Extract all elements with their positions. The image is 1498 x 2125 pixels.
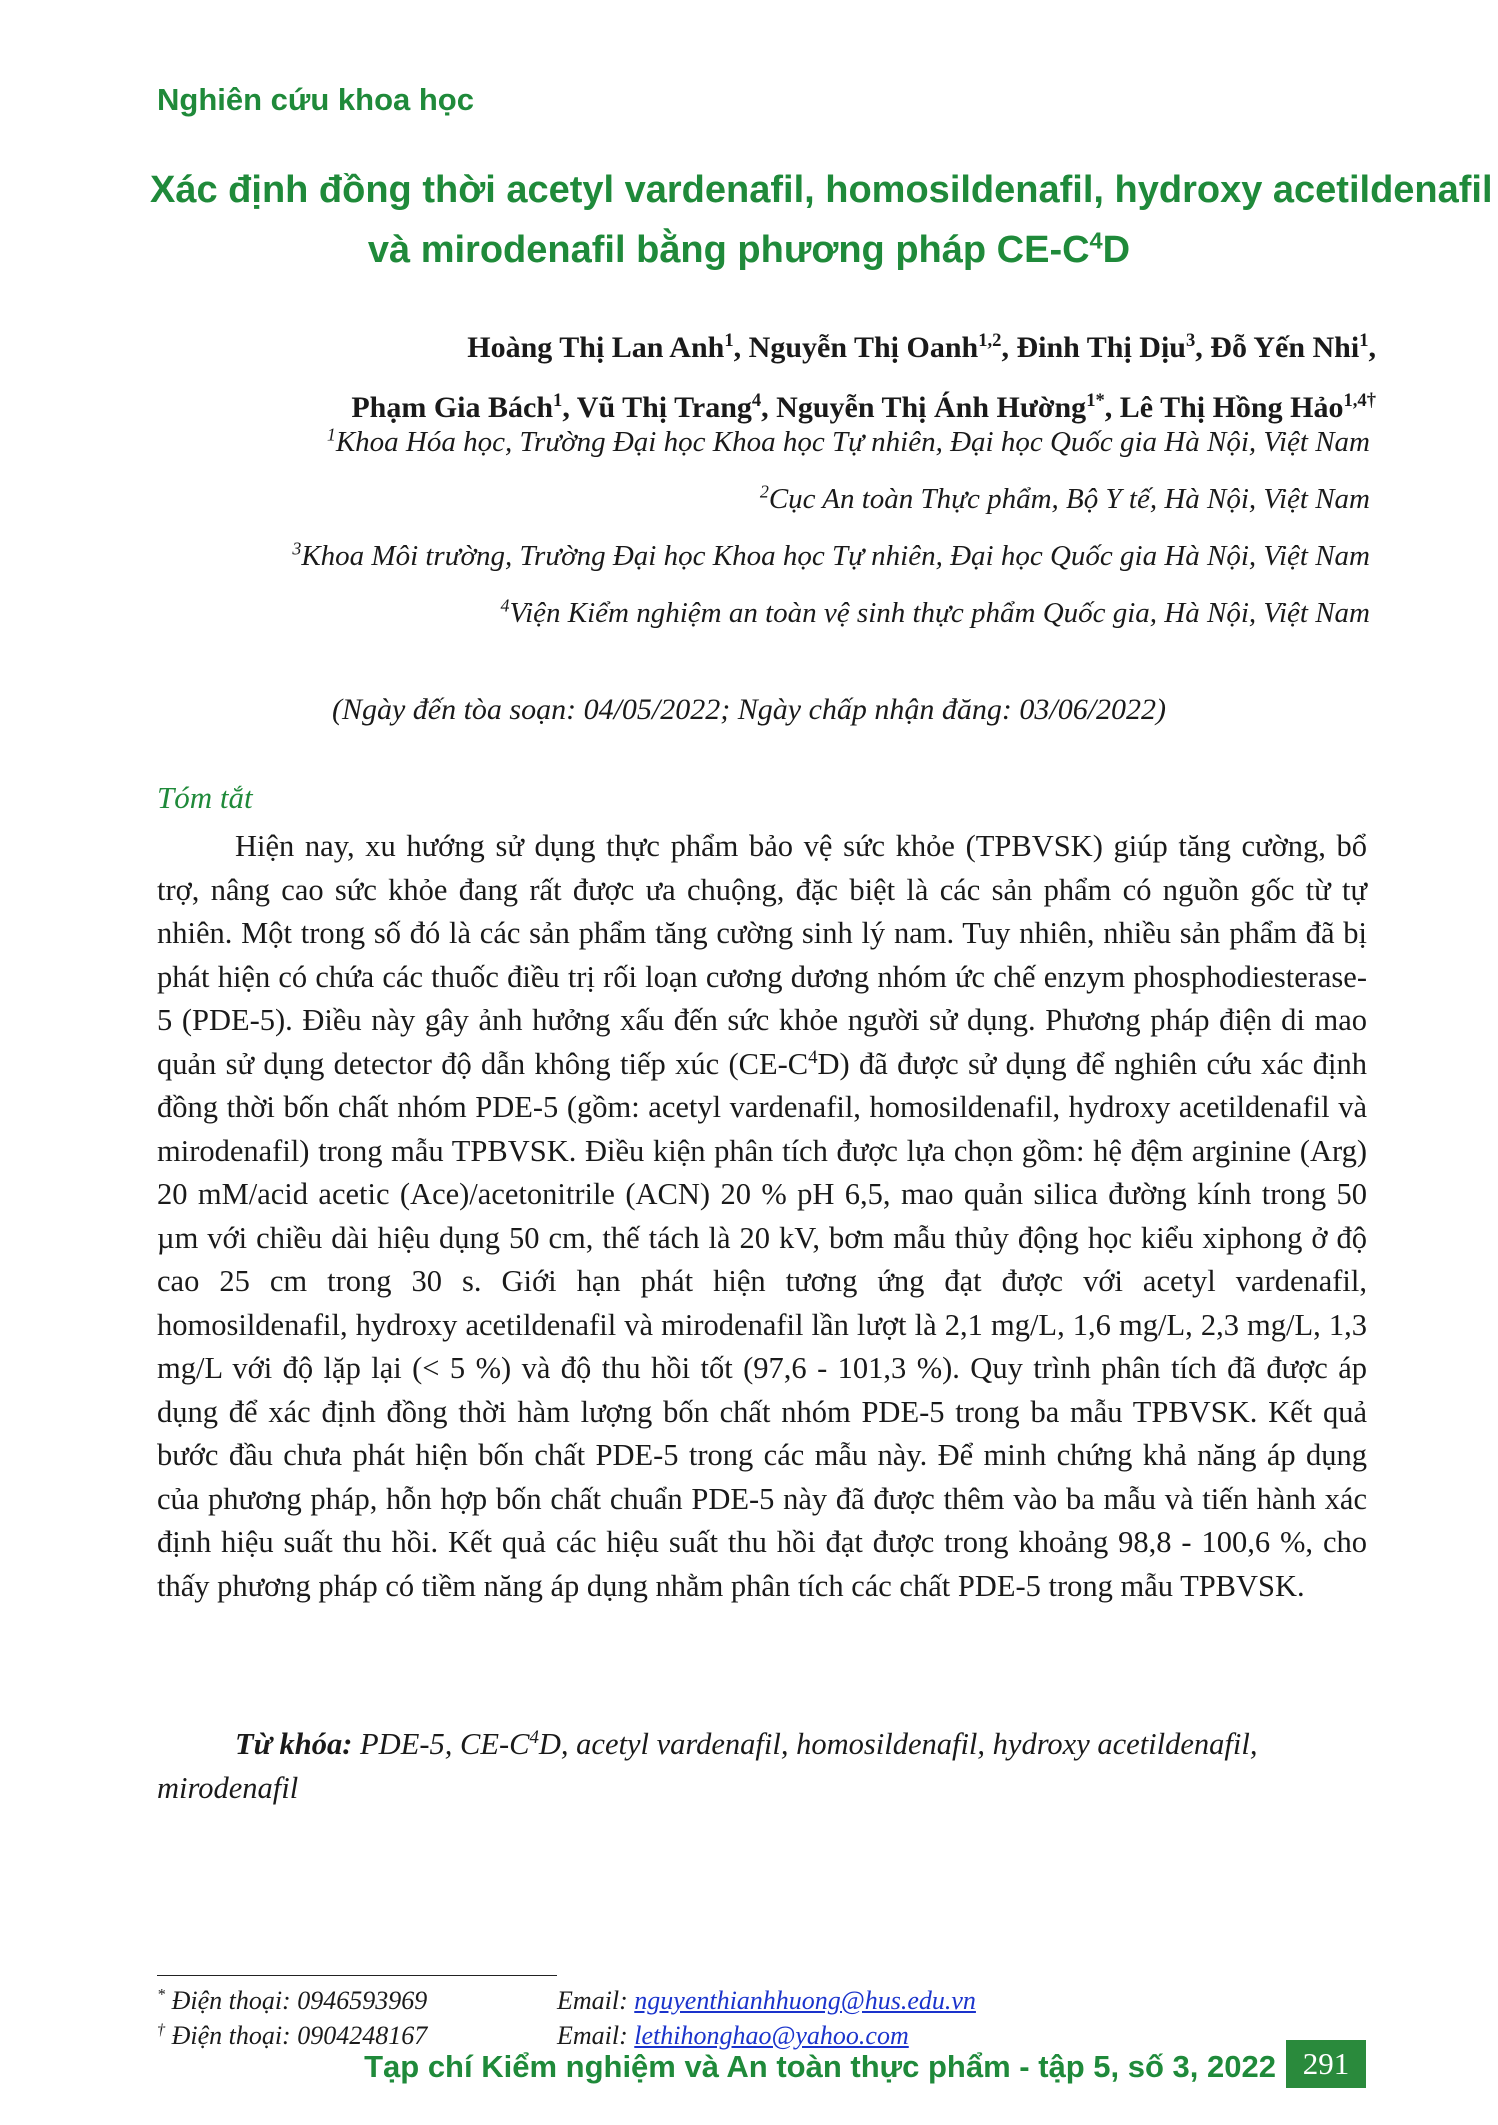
footnote-email-label: Email: bbox=[557, 2021, 635, 2050]
affiliation-text: Khoa Hóa học, Trường Đại học Khoa học Tự nhiên, Đại học Quốc gia Hà Nội, Việt Nam bbox=[335, 426, 1370, 458]
author-affiliation-mark: 1,2 bbox=[978, 330, 1002, 351]
affiliation-text: Viện Kiểm nghiệm an toàn vệ sinh thực phẩm Quốc gia, Hà Nội, Việt Nam bbox=[509, 597, 1370, 629]
author-affiliation-mark: 1* bbox=[1086, 390, 1105, 411]
footnote-mark: † bbox=[157, 2021, 166, 2039]
title-line-1: Xác định đồng thời acetyl vardenafil, homosildenafil, hydroxy acetildenafil bbox=[150, 169, 1493, 211]
author-affiliation-mark: 3 bbox=[1186, 330, 1196, 351]
footnote-phone: Điện thoại: 0946593969 bbox=[165, 1986, 428, 2015]
abstract-superscript: 4 bbox=[808, 1046, 818, 1068]
author-name: Vũ Thị Trang bbox=[576, 391, 752, 424]
author-name: Phạm Gia Bách bbox=[351, 391, 554, 424]
author-name: Nguyễn Thị Ánh Hường bbox=[776, 391, 1087, 424]
page-number: 291 bbox=[1286, 2040, 1366, 2088]
email-link[interactable]: lethihonghao@yahoo.com bbox=[634, 2021, 909, 2050]
author-affiliation-mark: 1,4† bbox=[1343, 390, 1376, 411]
footnote-mark: * bbox=[157, 1986, 166, 2004]
title-line-2-text: và mirodenafil bằng phương pháp CE-C bbox=[367, 229, 1090, 271]
submission-dates: (Ngày đến tòa soạn: 04/05/2022; Ngày chấp nhận đăng: 03/06/2022) bbox=[331, 693, 1167, 726]
article-title bbox=[150, 160, 1493, 280]
footnote-divider bbox=[157, 1975, 557, 1976]
footnote-phone: Điện thoại: 0904248167 bbox=[165, 2021, 428, 2050]
author-name: Đinh Thị Dịu bbox=[1016, 331, 1186, 364]
keywords bbox=[157, 1722, 1367, 1810]
author-line-1: Hoàng Thị Lan Anh$^1$, Nguyễn Thị Oanh$^{1,2}$, Đinh Thị Dịu$^3$, Đỗ Yến Nhi$^1$, bbox=[467, 330, 1376, 364]
affiliation bbox=[292, 471, 1370, 528]
keywords-superscript: 4 bbox=[529, 1726, 539, 1748]
author-name: Hoàng Thị Lan Anh bbox=[467, 331, 725, 364]
author-affiliation-mark: 1 bbox=[553, 390, 563, 411]
affiliation-mark: 1 bbox=[326, 424, 336, 445]
section-label: Nghiên cứu khoa học bbox=[157, 82, 474, 117]
abstract-heading: Tóm tắt bbox=[157, 780, 253, 815]
footnote-corresponding-1 bbox=[157, 1984, 1057, 2018]
keywords-label: Từ khóa: bbox=[235, 1727, 353, 1761]
affiliation bbox=[292, 585, 1370, 642]
keywords-text-part-1: PDE-5, CE-C bbox=[352, 1727, 530, 1761]
author-affiliation-mark: 1 bbox=[1359, 330, 1369, 351]
footnote-email-label: Email: bbox=[557, 1986, 635, 2015]
abstract-text-part-2: D) đã được sử dụng để nghiên cứu xác định đồng thời bốn chất nhóm PDE-5 (gồm: acetyl vardenafil, homosildenafil, hydroxy acetildenafil và mirodenafil) trong mẫu TPBVSK. Điều kiện phân tích được lựa chọn gồm: hệ đệm arginine (Arg) 20 mM/acid acetic (Ace)/acetonitrile (ACN) 20 % pH 6,5, mao quản silica đường kính trong 50 µm với chiều dài hiệu dụng 50 cm, thế tách là 20 kV, bơm mẫu thủy động học kiểu xiphong ở độ cao 25 cm trong 30 s. Giới hạn phát hiện tương ứng đạt được với acetyl vardenafil, homosildenafil, hydroxy acetildenafil và mirodenafil lần lượt là 2,1 mg/L, 1,6 mg/L, 2,3 mg/L, 1,3 mg/L với độ lặp lại (< 5 %) và độ thu hồi tốt (97,6 - 101,3 %). Quy trình phân tích đã được áp dụng để xác định đồng thời hàm lượng bốn chất nhóm PDE-5 trong ba mẫu TPBVSK. Kết quả bước đầu chưa phát hiện bốn chất PDE-5 trong các mẫu này. Để minh chứng khả năng áp dụng của phương pháp, hỗn hợp bốn chất chuẩn PDE-5 này đã được thêm vào ba mẫu và tiến hành xác định hiệu suất thu hồi. Kết quả các hiệu suất thu hồi đạt được trong khoảng 98,8 - 100,6 %, cho thấy phương pháp có tiềm năng áp dụng nhằm phân tích các chất PDE-5 trong mẫu TPBVSK. bbox=[157, 1046, 1367, 1603]
affiliation bbox=[292, 528, 1370, 585]
author-affiliation-mark: 4 bbox=[751, 390, 762, 411]
title-line-2-end: D bbox=[1102, 229, 1131, 271]
title-superscript: 4 bbox=[1089, 227, 1103, 254]
affiliation-text: Cục An toàn Thực phẩm, Bộ Y tế, Hà Nội, Việt Nam bbox=[768, 483, 1370, 515]
affiliation-list bbox=[292, 414, 1370, 642]
affiliation-mark: 2 bbox=[759, 481, 769, 502]
abstract-body bbox=[157, 825, 1367, 1608]
footnote-corresponding-2 bbox=[157, 2019, 1057, 2053]
author-line-2: Phạm Gia Bách$^1$, Vũ Thị Trang$^4$, Nguyễn Thị Ánh Hường$^{1*}$, Lê Thị Hồng Hảo$^{1,4\dagger}$ bbox=[351, 390, 1376, 424]
author-affiliation-mark: 1 bbox=[724, 330, 734, 351]
affiliation-text: Khoa Môi trường, Trường Đại học Khoa học Tự nhiên, Đại học Quốc gia Hà Nội, Việt Nam bbox=[301, 540, 1370, 572]
author-name: Đỗ Yến Nhi bbox=[1210, 331, 1360, 364]
affiliation-mark: 4 bbox=[500, 595, 510, 616]
journal-footer: Tạp chí Kiểm nghiệm và An toàn thực phẩm - tập 5, số 3, 2022 bbox=[364, 2049, 1276, 2084]
abstract-text-part-1: Hiện nay, xu hướng sử dụng thực phẩm bảo vệ sức khỏe (TPBVSK) giúp tăng cường, bổ trợ, nâng cao sức khỏe đang rất được ưa chuộng, đặc biệt là các sản phẩm có nguồn gốc từ tự nhiên. Một trong số đó là các sản phẩm tăng cường sinh lý nam. Tuy nhiên, nhiều sản phẩm đã bị phát hiện có chứa các thuốc điều trị rối loạn cương dương nhóm ức chế enzym phosphodiesterase-5 (PDE-5). Điều này gây ảnh hưởng xấu đến sức khỏe người sử dụng. Phương pháp điện di mao quản sử dụng detector độ dẫn không tiếp xúc (CE-C bbox=[157, 829, 1367, 1081]
keywords-text-part-2: D, acetyl vardenafil, homosildenafil, hydroxy acetildenafil, mirodenafil bbox=[157, 1727, 1258, 1805]
author-name: Lê Thị Hồng Hảo bbox=[1119, 391, 1344, 424]
affiliation bbox=[292, 414, 1370, 471]
affiliation-mark: 3 bbox=[292, 538, 302, 559]
email-link[interactable]: nguyenthianhhuong@hus.edu.vn bbox=[634, 1986, 976, 2015]
author-name: Nguyễn Thị Oanh bbox=[748, 331, 979, 364]
title-line-2 bbox=[150, 220, 1348, 280]
